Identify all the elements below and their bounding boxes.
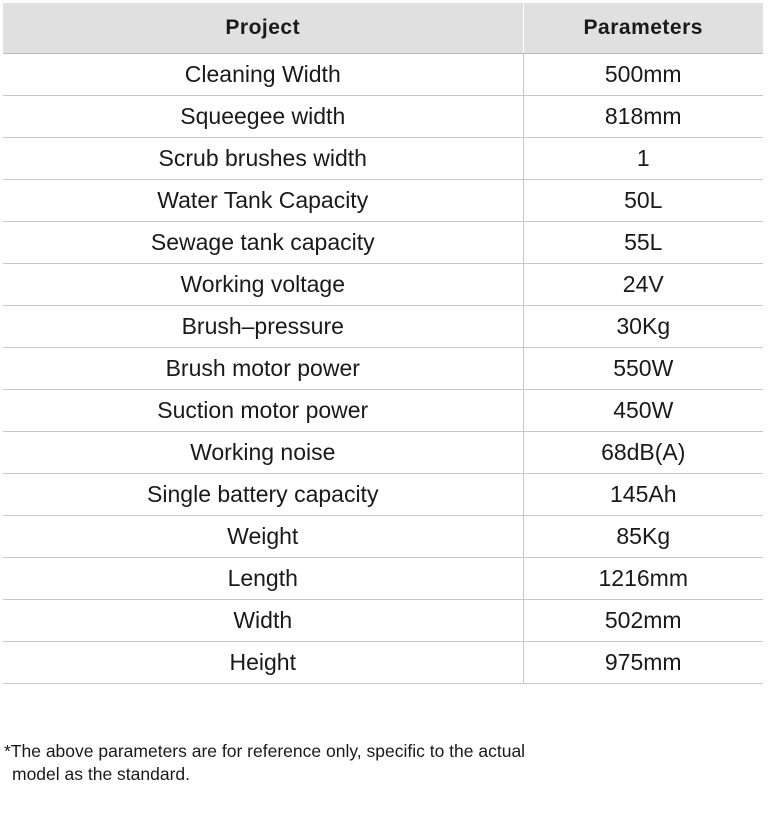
footnote-line-1: *The above parameters are for reference only, specific to the actual — [4, 741, 526, 761]
table-row — [3, 600, 763, 642]
parameter-cell: 68dB(A) — [523, 432, 763, 474]
project-cell: Suction motor power — [3, 390, 523, 432]
parameter-cell: 818mm — [523, 96, 763, 138]
table-row — [3, 222, 763, 264]
project-column-header: Project — [3, 3, 523, 54]
table-row — [3, 180, 763, 222]
footnote-line-2: model as the standard. — [12, 764, 191, 784]
parameter-cell: 50L — [523, 180, 763, 222]
project-cell: Brush motor power — [3, 348, 523, 390]
project-cell: Weight — [3, 516, 523, 558]
footnote — [4, 740, 624, 786]
project-cell: Brush–pressure — [3, 306, 523, 348]
parameters-column-header: Parameters — [523, 3, 763, 54]
table-row — [3, 432, 763, 474]
table-row — [3, 138, 763, 180]
table-row — [3, 516, 763, 558]
project-cell: Height — [3, 642, 523, 684]
parameter-cell: 85Kg — [523, 516, 763, 558]
parameter-cell: 24V — [523, 264, 763, 306]
parameter-cell: 450W — [523, 390, 763, 432]
project-cell: Width — [3, 600, 523, 642]
table-row — [3, 306, 763, 348]
project-cell: Length — [3, 558, 523, 600]
parameter-cell: 30Kg — [523, 306, 763, 348]
project-cell: Sewage tank capacity — [3, 222, 523, 264]
parameter-cell: 1216mm — [523, 558, 763, 600]
parameter-cell: 1 — [523, 138, 763, 180]
spec-table — [3, 3, 763, 684]
table-row — [3, 96, 763, 138]
table-row — [3, 264, 763, 306]
project-cell: Squeegee width — [3, 96, 523, 138]
project-cell: Scrub brushes width — [3, 138, 523, 180]
table-row — [3, 390, 763, 432]
parameter-cell: 145Ah — [523, 474, 763, 516]
parameter-cell: 502mm — [523, 600, 763, 642]
table-row — [3, 558, 763, 600]
table-body — [3, 54, 763, 684]
parameter-cell: 975mm — [523, 642, 763, 684]
table-row — [3, 474, 763, 516]
project-cell: Working voltage — [3, 264, 523, 306]
table-row — [3, 348, 763, 390]
table-row — [3, 54, 763, 96]
project-cell: Single battery capacity — [3, 474, 523, 516]
project-cell: Cleaning Width — [3, 54, 523, 96]
table-row — [3, 642, 763, 684]
project-cell: Working noise — [3, 432, 523, 474]
parameter-cell: 550W — [523, 348, 763, 390]
project-cell: Water Tank Capacity — [3, 180, 523, 222]
parameter-cell: 500mm — [523, 54, 763, 96]
table-header-row — [3, 3, 763, 54]
parameter-cell: 55L — [523, 222, 763, 264]
